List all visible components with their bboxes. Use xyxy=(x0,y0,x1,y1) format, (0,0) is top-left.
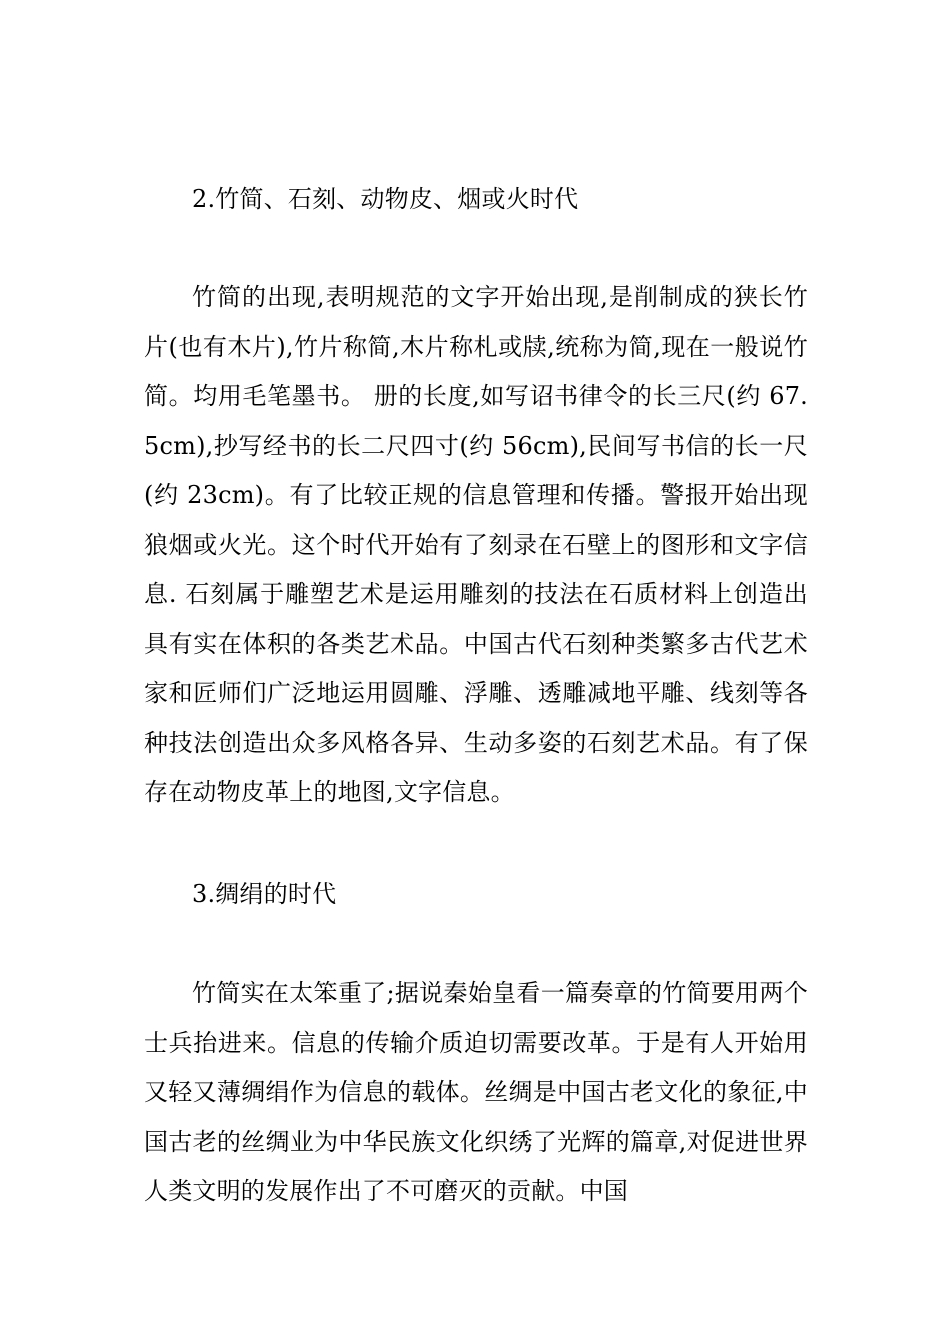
section-heading: 2.竹简、石刻、动物皮、烟或火时代 xyxy=(192,185,579,213)
section-paragraph: 竹简的出现,表明规范的文字开始出现,是削制成的狭长竹片(也有木片),竹片称简,木片称札或牍,统称为简,现在一般说竹简。均用毛笔墨书。 册的长度,如写诏书律令的长三尺(约 67.5cm),抄写经书的长二尺四寸(约 56cm),民间写书信的长一尺(约 23cm)。有了比较正规的信息管理和传播。警报开始出现狼烟或火光。这个时代开始有了刻录在石壁上的图形和文字信息. 石刻属于雕塑艺术是运用雕刻的技法在石质材料上创造出具有实在体积的各类艺术品。中国古代石刻种类繁多古代艺术家和匠师们广泛地运用圆雕、浮雕、透雕减地平雕、线刻等各种技法创造出众多风格各异、生动多姿的石刻艺术品。有了保存在动物皮革上的地图,文字信息。 xyxy=(144,283,808,806)
section-heading: 3.绸绢的时代 xyxy=(192,880,337,908)
section-paragraph: 竹简实在太笨重了;据说秦始皇看一篇奏章的竹简要用两个士兵抬进来。信息的传输介质迫切需要改革。于是有人开始用又轻又薄绸绢作为信息的载体。丝绸是中国古老文化的象征,中国古老的丝绸业为中华民族文化织绣了光辉的篇章,对促进世界人类文明的发展作出了不可磨灭的贡献。中国 xyxy=(144,979,808,1205)
